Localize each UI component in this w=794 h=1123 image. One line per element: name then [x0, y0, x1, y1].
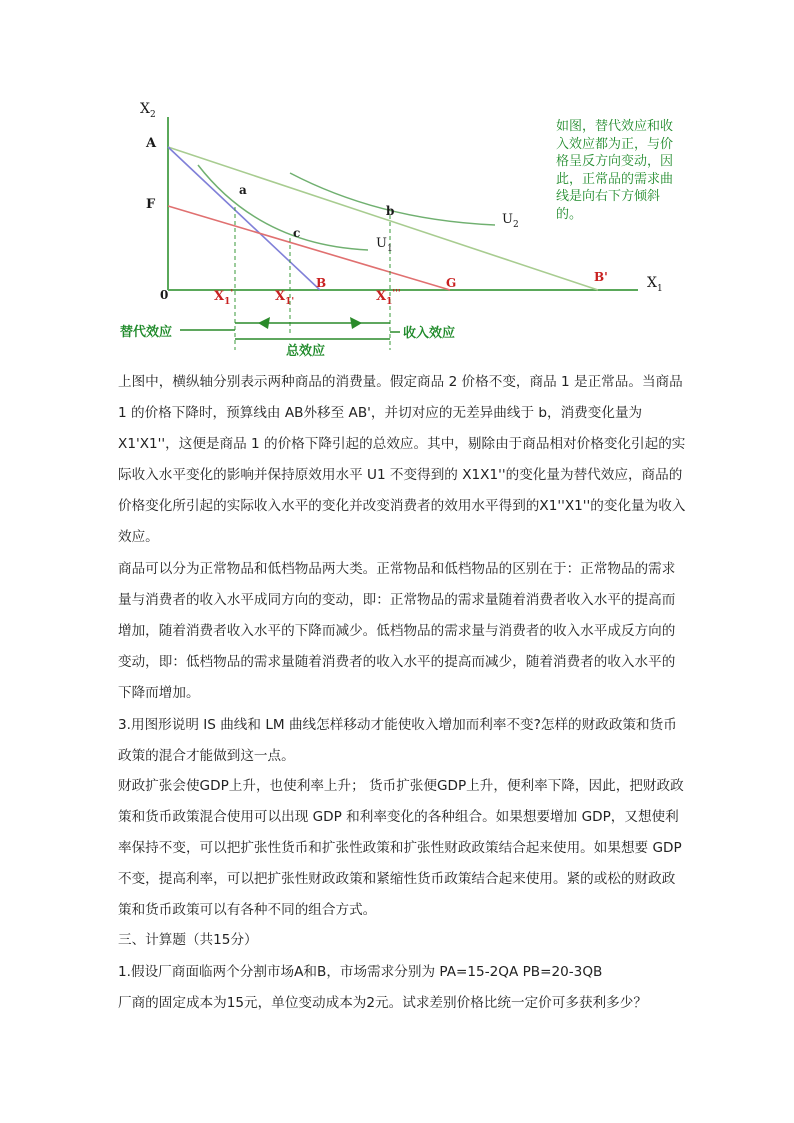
- point-b-lower: b: [386, 204, 395, 218]
- point-a-upper: A: [146, 136, 157, 151]
- budget-line-fg: [168, 206, 450, 290]
- income-arrowhead: [350, 317, 362, 329]
- tick-x1-triple: $X_1'''$: [376, 289, 401, 307]
- point-origin: 0: [160, 288, 169, 302]
- point-b-prime: B': [594, 270, 608, 284]
- budget-line-ab-prime: [168, 147, 598, 290]
- total-effect-label: 总效应: [286, 344, 326, 359]
- question-is-lm: 3.用图形说明 IS 曲线和 LM 曲线怎样移动才能使收入增加而利率不变?怎样的财政政策和货币政策的混合才能做到这一点。: [118, 717, 677, 764]
- point-f: F: [146, 197, 156, 212]
- budget-line-ab: [168, 147, 320, 290]
- indifference-curve-u1: [198, 165, 368, 250]
- substitution-effect-label: 替代效应: [120, 325, 173, 340]
- tick-x1-double: $X_{1'}$: [275, 289, 295, 307]
- income-effect-label: 收入效应: [403, 326, 456, 341]
- curve-u1-label: $U_1$: [376, 236, 393, 254]
- point-b-upper: B: [316, 276, 327, 290]
- paragraph-effects-explanation: 上图中，横纵轴分别表示两种商品的消费量。假定商品 2 价格不变，商品 1 是正常品。当商品 1 的价格下降时，预算线由 AB外移至 AB'，并切对应的无差异曲线于 b，消费变化量为 X1'X1''，这便是商品 1 的价格下降引起的总效应。其中，剔除由于商品相对价格变化引起的实际收入水平变化的影响并保持原效用水平 U1 不变得到的 X1X1''的变化量为替代效应，商品的价格变化所引起的实际收入水平的变化并改变消费者的效用水平得到的X1''X1''的变化量为收入效应。: [118, 374, 686, 545]
- question-price-discrimination-cont: 厂商的固定成本为15元，单位变动成本为2元。试求差别价格比统一定价可多获利多少？: [118, 995, 647, 1011]
- figure-caption: 如图，替代效应和收入效应都为正，与价格呈反方向变动，因此，正常品的需求曲线是向右下方倾斜的。: [556, 119, 674, 222]
- tick-x1-prime: $X_1'$: [214, 289, 234, 307]
- section-heading-calculation: 三、计算题（共15分）: [118, 932, 258, 948]
- point-a-lower: a: [239, 183, 247, 197]
- paragraph-normal-inferior-goods: 商品可以分为正常物品和低档物品两大类。正常物品和低档物品的区别在于：正常物品的需求量与消费者的收入水平成同方向的变动，即：正常物品的需求量随着消费者收入水平的提高而增加，随着消费者收入水平的下降而减少。低档物品的需求量与消费者的收入水平成反方向的变动，即：低档物品的需求量随着消费者的收入水平的提高而减少，随着消费者的收入水平的下降而增加。: [118, 561, 676, 701]
- x-axis-label: $X_1$: [647, 275, 663, 294]
- point-c: c: [293, 226, 301, 240]
- y-axis-label: $X_2$: [140, 101, 156, 120]
- substitution-arrowhead: [258, 317, 270, 329]
- curve-u2-label: $U_2$: [502, 212, 519, 230]
- question-price-discrimination: 1.假设厂商面临两个分割市场A和B，市场需求分别为 PA=15-2QA PB=20-3QB: [118, 964, 603, 980]
- answer-is-lm: 财政扩张会使GDP上升，也使利率上升； 货币扩张便GDP上升，便利率下降，因此，把财政政策和货币政策混合使用可以出现 GDP 和利率变化的各种组合。如果想要增加 GDP，又想使利率保持不变，可以把扩张性货币和扩张性政策和扩张性财政政策结合起来使用。如果想要 GDP不变，提高利率，可以把扩张性财政政策和紧缩性货币政策结合起来使用。紧的或松的财政政策和货币政策可以有各种不同的组合方式。: [118, 778, 684, 918]
- point-g: G: [446, 276, 457, 290]
